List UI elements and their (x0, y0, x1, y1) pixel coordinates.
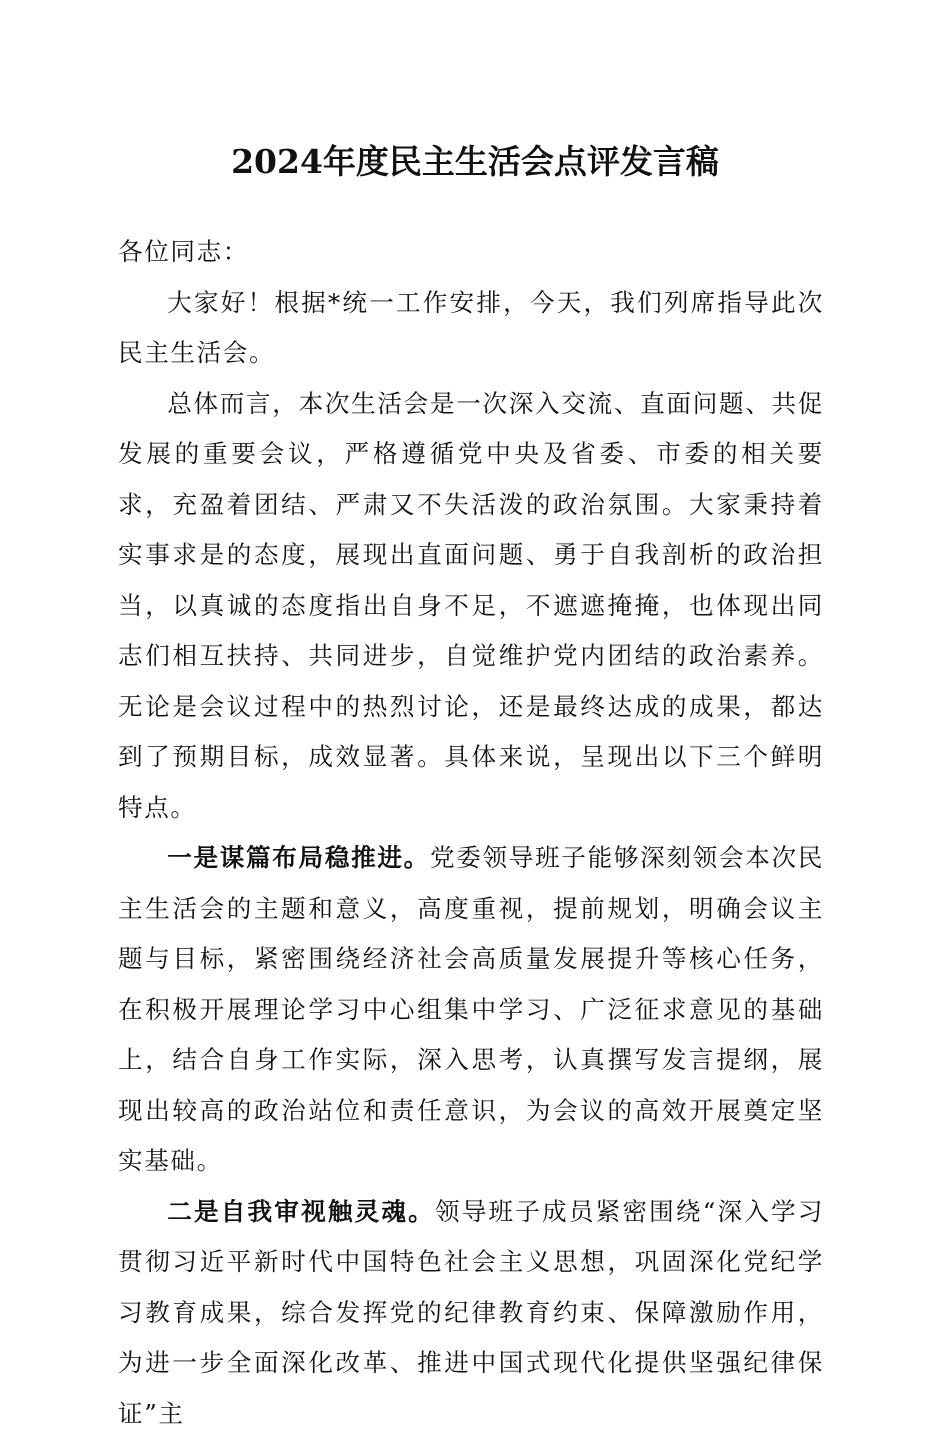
paragraph-greeting (118, 278, 824, 379)
document-body (118, 227, 824, 1439)
paragraph-lead: 二是自我审视触灵魂。 (167, 1197, 435, 1226)
salutation: 各位同志： (118, 227, 824, 278)
paragraph-point-one (118, 833, 824, 1187)
paragraph-point-two (118, 1187, 824, 1439)
paragraph-text: 党委领导班子能够深刻领会本次民主生活会的主题和意义，高度重视，提前规划，明确会议主题与目标，紧密围绕经济社会高质量发展提升等核心任务，在积极开展理论学习中心组集中学习、广泛征求意见的基础上，结合自身工作实际，深入思考，认真撰写发言提纲，展现出较高的政治站位和责任意识，为会议的高效开展奠定坚实基础。 (118, 843, 824, 1175)
paragraph-text: 大家好！根据*统一工作安排，今天，我们列席指导此次民主生活会。 (118, 288, 824, 368)
paragraph-overview (118, 379, 824, 834)
paragraph-text: 总体而言，本次生活会是一次深入交流、直面问题、共促发展的重要会议，严格遵循党中央及省委、市委的相关要求，充盈着团结、严肃又不失活泼的政治氛围。大家秉持着实事求是的态度，展现出直面问题、勇于自我剖析的政治担当，以真诚的态度指出自身不足，不遮遮掩掩，也体现出同志们相互扶持、共同进步，自觉维护党内团结的政治素养。无论是会议过程中的热烈讨论，还是最终达成的成果，都达到了预期目标，成效显著。具体来说，呈现出以下三个鲜明特点。 (118, 389, 824, 822)
paragraph-text: 领导班子成员紧密围绕“深入学习贯彻习近平新时代中国特色社会主义思想，巩固深化党纪学习教育成果，综合发挥党的纪律教育约束、保障激励作用，为进一步全面深化改革、推进中国式现代化提供坚强纪律保证”主 (118, 1197, 824, 1428)
paragraph-lead: 一是谋篇布局稳推进。 (167, 843, 430, 872)
document-title: 2024年度民主生活会点评发言稿 (0, 140, 950, 184)
